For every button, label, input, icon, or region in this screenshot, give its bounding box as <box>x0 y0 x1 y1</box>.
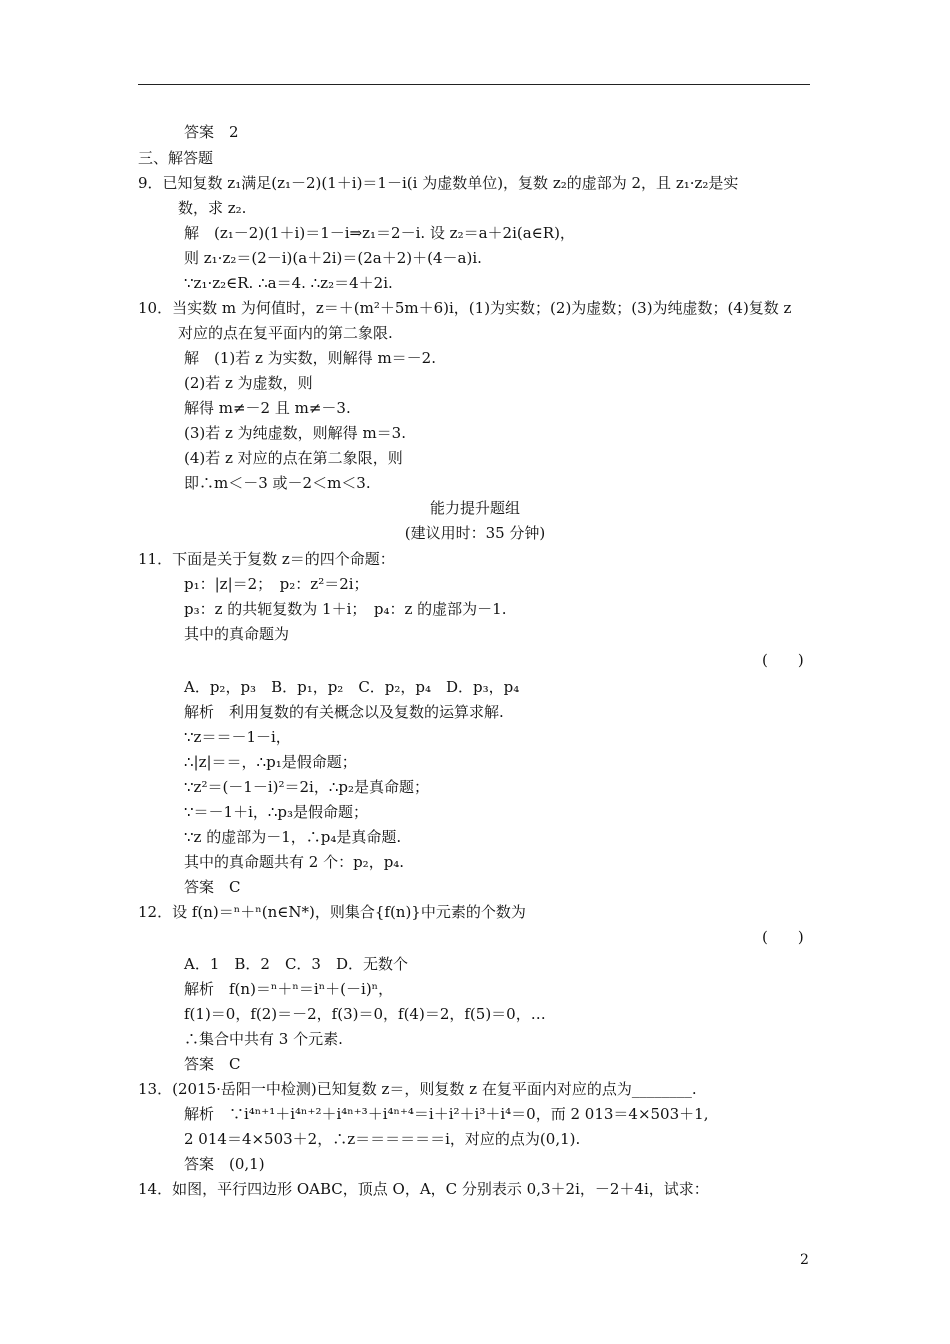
text-line: (2)若 z 为虚数，则 <box>184 374 313 392</box>
answer-parentheses: ( ) <box>762 651 804 669</box>
section-heading: 能力提升题组 <box>429 499 520 517</box>
text-line: (3)若 z 为纯虚数，则解得 m＝3. <box>184 424 406 442</box>
text-line: ∵＝－1＋i，∴p₃是假命题； <box>184 803 369 821</box>
text-line: 三、解答题 <box>138 149 214 167</box>
text-line: 2 014＝4×503＋2，∴z＝＝＝＝＝＝i，对应的点为(0,1). <box>184 1130 581 1148</box>
answer-parentheses: ( ) <box>762 928 804 946</box>
text-line: p₃：z 的共轭复数为 1＋i； p₄：z 的虚部为－1. <box>184 600 507 618</box>
text-line: 其中的真命题共有 2 个：p₂，p₄. <box>184 853 405 871</box>
text-line: 解 (1)若 z 为实数，则解得 m＝－2. <box>184 349 436 367</box>
text-line: 对应的点在复平面内的第二象限. <box>178 324 393 342</box>
text-line: 其中的真命题为 <box>184 625 290 643</box>
text-line: f(1)＝0，f(2)＝－2，f(3)＝0，f(4)＝2，f(5)＝0，… <box>184 1005 546 1023</box>
text-line: 14．如图，平行四边形 OABC，顶点 O，A，C 分别表示 0,3＋2i，－2＋4i，试求： <box>138 1180 709 1198</box>
text-line: 则 z₁·z₂＝(2－i)(a＋2i)＝(2a＋2)＋(4－a)i. <box>184 249 482 267</box>
header-rule <box>138 84 810 85</box>
text-line: 答案 (0,1) <box>184 1155 265 1173</box>
text-line: 解析 利用复数的有关概念以及复数的运算求解. <box>184 703 504 721</box>
text-line: ∵z²＝(－1－i)²＝2i，∴p₂是真命题； <box>184 778 430 796</box>
text-line: ∴集合中共有 3 个元素. <box>184 1030 343 1048</box>
text-line: 12．设 f(n)＝ⁿ＋ⁿ(n∈N*)，则集合{f(n)}中元素的个数为 <box>138 903 526 921</box>
page-number: 2 <box>800 1252 809 1268</box>
text-line: ∵z₁·z₂∈R. ∴a＝4. ∴z₂＝4＋2i. <box>184 274 393 292</box>
text-line: ∵z 的虚部为－1，∴p₄是真命题. <box>184 828 402 846</box>
text-line: (4)若 z 对应的点在第二象限，则 <box>184 449 403 467</box>
text-line: 解析 ∵i⁴ⁿ⁺¹＋i⁴ⁿ⁺²＋i⁴ⁿ⁺³＋i⁴ⁿ⁺⁴＝i＋i²＋i³＋i⁴＝0，而 2 013＝4×503＋1, <box>184 1105 709 1123</box>
text-line: 11．下面是关于复数 z＝的四个命题： <box>138 550 395 568</box>
text-line: 答案 2 <box>184 123 239 141</box>
text-line: A．1 B．2 C．3 D．无数个 <box>184 955 408 973</box>
text-line: 即∴m＜－3 或－2＜m＜3. <box>184 474 371 492</box>
text-line: 数，求 z₂. <box>178 199 247 217</box>
text-line: 10．当实数 m 为何值时，z＝＋(m²＋5m＋6)i，(1)为实数；(2)为虚数；(3)为纯虚数；(4)复数 z <box>138 299 792 317</box>
text-line: 解析 f(n)＝ⁿ＋ⁿ＝iⁿ＋(－i)ⁿ， <box>184 980 394 998</box>
text-line: p₁：|z|＝2； p₂：z²＝2i； <box>184 575 369 593</box>
text-line: 答案 C <box>184 1055 241 1073</box>
text-line: 9．已知复数 z₁满足(z₁－2)(1＋i)＝1－i(i 为虚数单位)，复数 z₂的虚部为 2，且 z₁·z₂是实 <box>138 174 739 192</box>
text-line: 13．(2015·岳阳一中检测)已知复数 z＝，则复数 z 在复平面内对应的点为________. <box>138 1080 697 1098</box>
text-line: 答案 C <box>184 878 241 896</box>
text-line: ∴|z|＝＝，∴p₁是假命题； <box>184 753 357 771</box>
text-line: ∵z＝＝－1－i， <box>184 728 291 746</box>
text-line: 解得 m≠－2 且 m≠－3. <box>184 399 351 417</box>
section-heading: (建议用时：35 分钟) <box>404 524 546 542</box>
text-line: 解 (z₁－2)(1＋i)＝1－i⇒z₁＝2－i. 设 z₂＝a＋2i(a∈R)， <box>184 224 575 242</box>
text-line: A．p₂，p₃ B．p₁，p₂ C．p₂，p₄ D．p₃，p₄ <box>184 678 520 696</box>
